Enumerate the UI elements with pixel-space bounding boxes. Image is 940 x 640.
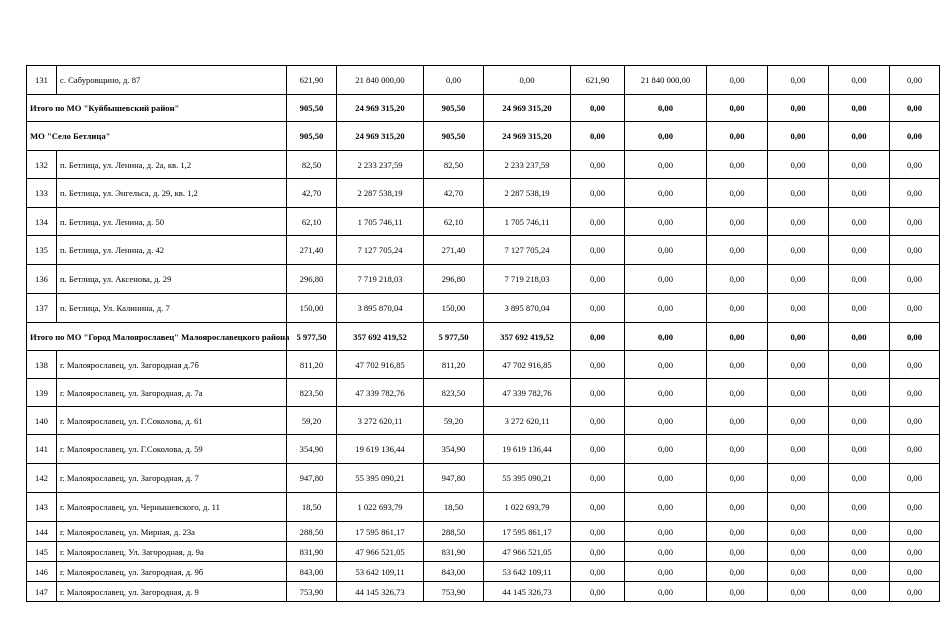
address-cell: г. Малоярославец, ул. Загородная, д. 9 [57, 582, 287, 602]
value-cell: 44 145 326,73 [337, 582, 424, 602]
value-cell: 0,00 [625, 265, 707, 294]
value-cell: 0,00 [829, 562, 890, 582]
value-cell: 831,90 [424, 542, 484, 562]
value-cell: 0,00 [571, 265, 625, 294]
value-cell: 55 395 090,21 [337, 464, 424, 493]
address-cell: г. Малоярославец, ул. Загородная, д. 9б [57, 562, 287, 582]
value-cell: 82,50 [287, 151, 337, 179]
value-cell: 905,50 [287, 122, 337, 151]
row-number: 144 [27, 522, 57, 542]
value-cell: 0,00 [707, 179, 768, 208]
value-cell: 47 339 782,76 [337, 379, 424, 407]
value-cell: 753,90 [287, 582, 337, 602]
value-cell: 296,80 [287, 265, 337, 294]
value-cell: 0,00 [829, 66, 890, 95]
value-cell: 811,20 [287, 351, 337, 379]
value-cell: 3 272 620,11 [484, 407, 571, 435]
value-cell: 0,00 [707, 236, 768, 265]
value-cell: 62,10 [287, 208, 337, 236]
value-cell: 5 977,50 [424, 323, 484, 351]
value-cell: 271,40 [287, 236, 337, 265]
value-cell: 0,00 [890, 351, 940, 379]
value-cell: 296,80 [424, 265, 484, 294]
value-cell: 0,00 [829, 265, 890, 294]
register-table [26, 65, 940, 602]
value-cell: 19 619 136,44 [337, 435, 424, 464]
value-cell: 354,90 [287, 435, 337, 464]
value-cell: 0,00 [829, 151, 890, 179]
row-number: 142 [27, 464, 57, 493]
address-cell: с. Сабуровщино, д. 87 [57, 66, 287, 95]
table-row [27, 493, 940, 522]
value-cell: 0,00 [625, 562, 707, 582]
value-cell: 2 233 237,59 [337, 151, 424, 179]
value-cell: 0,00 [768, 522, 829, 542]
value-cell: 0,00 [768, 179, 829, 208]
value-cell: 0,00 [625, 582, 707, 602]
value-cell: 0,00 [625, 95, 707, 122]
value-cell: 0,00 [829, 582, 890, 602]
value-cell: 0,00 [768, 379, 829, 407]
value-cell: 0,00 [625, 179, 707, 208]
address-cell: г. Малоярославец, Ул. Загородная, д. 9а [57, 542, 287, 562]
value-cell: 0,00 [707, 151, 768, 179]
value-cell: 0,00 [571, 435, 625, 464]
value-cell: 0,00 [571, 208, 625, 236]
value-cell: 0,00 [890, 435, 940, 464]
value-cell: 19 619 136,44 [484, 435, 571, 464]
value-cell: 1 705 746,11 [484, 208, 571, 236]
value-cell: 0,00 [768, 151, 829, 179]
total-row [27, 323, 940, 351]
value-cell: 24 969 315,20 [484, 95, 571, 122]
value-cell: 150,00 [424, 294, 484, 323]
value-cell: 288,50 [424, 522, 484, 542]
value-cell: 357 692 419,52 [484, 323, 571, 351]
value-cell: 3 895 870,04 [337, 294, 424, 323]
total-row [27, 122, 940, 151]
value-cell: 0,00 [768, 493, 829, 522]
value-cell: 47 966 521,05 [484, 542, 571, 562]
value-cell: 55 395 090,21 [484, 464, 571, 493]
table-row [27, 179, 940, 208]
value-cell: 1 022 693,79 [484, 493, 571, 522]
value-cell: 0,00 [571, 542, 625, 562]
total-label: Итого по МО "Город Малоярославец" Малоярославецкого района [27, 323, 287, 351]
value-cell: 823,50 [424, 379, 484, 407]
value-cell: 0,00 [890, 323, 940, 351]
value-cell: 0,00 [571, 151, 625, 179]
value-cell: 0,00 [625, 493, 707, 522]
table-row [27, 66, 940, 95]
value-cell: 0,00 [707, 122, 768, 151]
value-cell: 47 702 916,85 [484, 351, 571, 379]
value-cell: 82,50 [424, 151, 484, 179]
value-cell: 0,00 [768, 66, 829, 95]
row-number: 141 [27, 435, 57, 464]
value-cell: 947,80 [287, 464, 337, 493]
value-cell: 53 642 109,11 [484, 562, 571, 582]
value-cell: 1 022 693,79 [337, 493, 424, 522]
table-row [27, 562, 940, 582]
value-cell: 0,00 [829, 208, 890, 236]
address-cell: г. Малоярославец, ул. Загородная, д. 7 [57, 464, 287, 493]
total-label: МО "Село Бетлица" [27, 122, 287, 151]
value-cell: 2 233 237,59 [484, 151, 571, 179]
value-cell: 0,00 [625, 407, 707, 435]
value-cell: 0,00 [707, 208, 768, 236]
value-cell: 150,00 [287, 294, 337, 323]
value-cell: 0,00 [829, 542, 890, 562]
value-cell: 288,50 [287, 522, 337, 542]
row-number: 140 [27, 407, 57, 435]
value-cell: 0,00 [625, 236, 707, 265]
value-cell: 0,00 [890, 179, 940, 208]
value-cell: 59,20 [287, 407, 337, 435]
value-cell: 0,00 [625, 379, 707, 407]
total-label: Итого по МО "Куйбышевский район" [27, 95, 287, 122]
value-cell: 0,00 [571, 379, 625, 407]
value-cell: 0,00 [571, 407, 625, 435]
value-cell: 0,00 [829, 351, 890, 379]
value-cell: 0,00 [707, 294, 768, 323]
row-number: 143 [27, 493, 57, 522]
value-cell: 0,00 [625, 122, 707, 151]
value-cell: 0,00 [768, 208, 829, 236]
address-cell: г. Малоярославец, ул. Загородная д.7б [57, 351, 287, 379]
value-cell: 47 339 782,76 [484, 379, 571, 407]
value-cell: 947,80 [424, 464, 484, 493]
value-cell: 2 287 538,19 [337, 179, 424, 208]
table-row [27, 208, 940, 236]
value-cell: 0,00 [890, 236, 940, 265]
value-cell: 0,00 [571, 464, 625, 493]
value-cell: 0,00 [829, 294, 890, 323]
value-cell: 0,00 [625, 464, 707, 493]
value-cell: 0,00 [424, 66, 484, 95]
value-cell: 0,00 [768, 542, 829, 562]
value-cell: 0,00 [571, 562, 625, 582]
value-cell: 0,00 [890, 66, 940, 95]
value-cell: 0,00 [890, 95, 940, 122]
value-cell: 0,00 [829, 179, 890, 208]
value-cell: 5 977,50 [287, 323, 337, 351]
value-cell: 0,00 [890, 294, 940, 323]
value-cell: 0,00 [707, 464, 768, 493]
row-number: 133 [27, 179, 57, 208]
value-cell: 0,00 [768, 464, 829, 493]
value-cell: 1 705 746,11 [337, 208, 424, 236]
value-cell: 354,90 [424, 435, 484, 464]
address-cell: г. Малоярославец, ул. Г.Соколова, д. 61 [57, 407, 287, 435]
value-cell: 0,00 [890, 464, 940, 493]
value-cell: 0,00 [829, 522, 890, 542]
value-cell: 831,90 [287, 542, 337, 562]
table-row [27, 522, 940, 542]
value-cell: 0,00 [768, 95, 829, 122]
value-cell: 0,00 [625, 294, 707, 323]
value-cell: 7 719 218,03 [337, 265, 424, 294]
value-cell: 0,00 [829, 122, 890, 151]
value-cell: 0,00 [829, 379, 890, 407]
value-cell: 905,50 [424, 95, 484, 122]
value-cell: 0,00 [625, 522, 707, 542]
value-cell: 0,00 [571, 236, 625, 265]
value-cell: 0,00 [829, 323, 890, 351]
value-cell: 0,00 [890, 122, 940, 151]
table-row [27, 542, 940, 562]
value-cell: 47 966 521,05 [337, 542, 424, 562]
value-cell: 0,00 [707, 582, 768, 602]
value-cell: 7 719 218,03 [484, 265, 571, 294]
value-cell: 0,00 [768, 351, 829, 379]
value-cell: 0,00 [829, 464, 890, 493]
value-cell: 0,00 [890, 407, 940, 435]
value-cell: 0,00 [707, 379, 768, 407]
value-cell: 0,00 [707, 407, 768, 435]
value-cell: 3 895 870,04 [484, 294, 571, 323]
address-cell: п. Бетлица, ул. Ленина, д. 42 [57, 236, 287, 265]
value-cell: 0,00 [768, 435, 829, 464]
table-body [27, 66, 940, 602]
value-cell: 905,50 [424, 122, 484, 151]
value-cell: 621,90 [571, 66, 625, 95]
value-cell: 0,00 [768, 294, 829, 323]
value-cell: 0,00 [707, 351, 768, 379]
value-cell: 0,00 [890, 562, 940, 582]
value-cell: 0,00 [707, 265, 768, 294]
value-cell: 0,00 [571, 294, 625, 323]
address-cell: п. Бетлица, Ул. Калинина, д. 7 [57, 294, 287, 323]
value-cell: 0,00 [625, 542, 707, 562]
value-cell: 0,00 [829, 95, 890, 122]
value-cell: 0,00 [890, 265, 940, 294]
value-cell: 17 595 861,17 [484, 522, 571, 542]
total-row [27, 95, 940, 122]
value-cell: 753,90 [424, 582, 484, 602]
value-cell: 0,00 [890, 208, 940, 236]
value-cell: 905,50 [287, 95, 337, 122]
value-cell: 0,00 [571, 582, 625, 602]
value-cell: 0,00 [707, 435, 768, 464]
value-cell: 7 127 705,24 [484, 236, 571, 265]
value-cell: 53 642 109,11 [337, 562, 424, 582]
value-cell: 0,00 [571, 122, 625, 151]
value-cell: 0,00 [768, 323, 829, 351]
row-number: 132 [27, 151, 57, 179]
value-cell: 811,20 [424, 351, 484, 379]
value-cell: 24 969 315,20 [337, 122, 424, 151]
value-cell: 0,00 [707, 493, 768, 522]
address-cell: п. Бетлица, ул. Энгельса, д. 29, кв. 1,2 [57, 179, 287, 208]
value-cell: 0,00 [625, 323, 707, 351]
value-cell: 0,00 [571, 493, 625, 522]
value-cell: 0,00 [571, 95, 625, 122]
value-cell: 0,00 [890, 151, 940, 179]
address-cell: г. Малоярославец, ул. Чернышевского, д. 11 [57, 493, 287, 522]
value-cell: 621,90 [287, 66, 337, 95]
value-cell: 0,00 [571, 522, 625, 542]
value-cell: 0,00 [625, 351, 707, 379]
value-cell: 0,00 [829, 493, 890, 522]
value-cell: 0,00 [890, 522, 940, 542]
value-cell: 59,20 [424, 407, 484, 435]
row-number: 138 [27, 351, 57, 379]
value-cell: 18,50 [287, 493, 337, 522]
value-cell: 42,70 [424, 179, 484, 208]
value-cell: 44 145 326,73 [484, 582, 571, 602]
value-cell: 2 287 538,19 [484, 179, 571, 208]
table-row [27, 582, 940, 602]
value-cell: 3 272 620,11 [337, 407, 424, 435]
address-cell: п. Бетлица, ул. Аксенова, д. 29 [57, 265, 287, 294]
row-number: 135 [27, 236, 57, 265]
address-cell: п. Бетлица, ул. Ленина, д. 50 [57, 208, 287, 236]
value-cell: 21 840 000,00 [625, 66, 707, 95]
value-cell: 271,40 [424, 236, 484, 265]
value-cell: 47 702 916,85 [337, 351, 424, 379]
value-cell: 0,00 [768, 582, 829, 602]
value-cell: 357 692 419,52 [337, 323, 424, 351]
value-cell: 823,50 [287, 379, 337, 407]
value-cell: 0,00 [890, 542, 940, 562]
row-number: 145 [27, 542, 57, 562]
address-cell: г. Малоярославец, ул. Г.Соколова, д. 59 [57, 435, 287, 464]
value-cell: 24 969 315,20 [337, 95, 424, 122]
table-row [27, 265, 940, 294]
value-cell: 62,10 [424, 208, 484, 236]
row-number: 137 [27, 294, 57, 323]
value-cell: 0,00 [829, 407, 890, 435]
table-row [27, 351, 940, 379]
value-cell: 0,00 [829, 435, 890, 464]
row-number: 139 [27, 379, 57, 407]
table-row [27, 464, 940, 493]
value-cell: 0,00 [768, 562, 829, 582]
row-number: 147 [27, 582, 57, 602]
table-row [27, 294, 940, 323]
value-cell: 0,00 [571, 179, 625, 208]
value-cell: 0,00 [829, 236, 890, 265]
row-number: 134 [27, 208, 57, 236]
value-cell: 0,00 [707, 562, 768, 582]
value-cell: 17 595 861,17 [337, 522, 424, 542]
value-cell: 42,70 [287, 179, 337, 208]
table-row [27, 151, 940, 179]
value-cell: 0,00 [768, 265, 829, 294]
value-cell: 843,00 [287, 562, 337, 582]
value-cell: 0,00 [890, 582, 940, 602]
value-cell: 843,00 [424, 562, 484, 582]
value-cell: 0,00 [707, 95, 768, 122]
address-cell: г. Малоярославец, ул. Мирная, д. 23а [57, 522, 287, 542]
value-cell: 0,00 [707, 323, 768, 351]
address-cell: п. Бетлица, ул. Ленина, д. 2а, кв. 1,2 [57, 151, 287, 179]
value-cell: 0,00 [890, 379, 940, 407]
value-cell: 0,00 [890, 493, 940, 522]
value-cell: 0,00 [625, 151, 707, 179]
row-number: 146 [27, 562, 57, 582]
value-cell: 0,00 [768, 407, 829, 435]
value-cell: 18,50 [424, 493, 484, 522]
table-row [27, 236, 940, 265]
value-cell: 21 840 000,00 [337, 66, 424, 95]
value-cell: 0,00 [571, 351, 625, 379]
address-cell: г. Малоярославец, ул. Загородная, д. 7а [57, 379, 287, 407]
value-cell: 0,00 [625, 435, 707, 464]
value-cell: 0,00 [768, 236, 829, 265]
value-cell: 0,00 [625, 208, 707, 236]
value-cell: 0,00 [484, 66, 571, 95]
value-cell: 0,00 [768, 122, 829, 151]
value-cell: 0,00 [707, 66, 768, 95]
value-cell: 24 969 315,20 [484, 122, 571, 151]
value-cell: 0,00 [707, 522, 768, 542]
value-cell: 0,00 [707, 542, 768, 562]
row-number: 136 [27, 265, 57, 294]
row-number: 131 [27, 66, 57, 95]
value-cell: 0,00 [571, 323, 625, 351]
table-row [27, 435, 940, 464]
value-cell: 7 127 705,24 [337, 236, 424, 265]
table-row [27, 379, 940, 407]
table-row [27, 407, 940, 435]
